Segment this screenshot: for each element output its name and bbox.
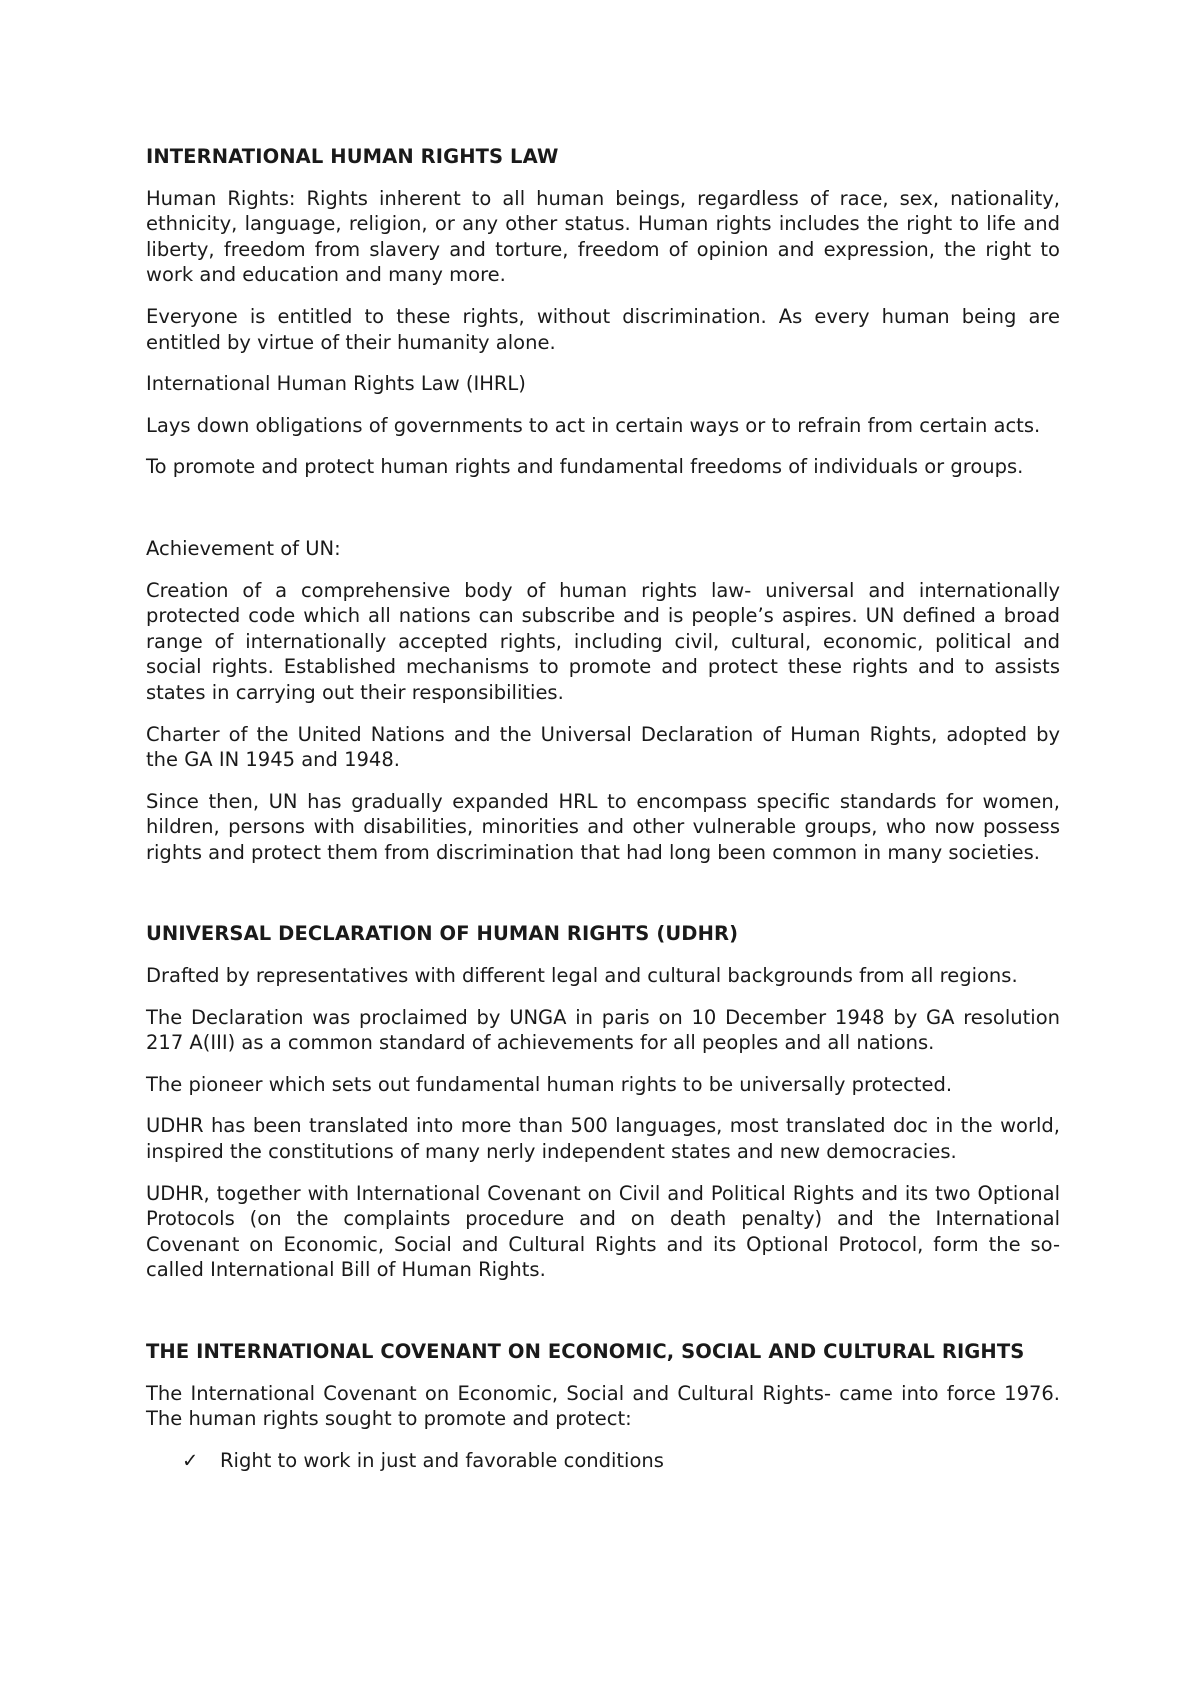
checkmark-icon: ✓	[182, 1448, 199, 1472]
paragraph-proclaimed: The Declaration was proclaimed by UNGA in paris on 10 December 1948 by GA resolution 217 A(III) as a common standard of achievements for all peoples and all nations.	[146, 1005, 1060, 1055]
list-item-text: Right to work in just and favorable conditions	[220, 1448, 664, 1472]
paragraph-pioneer: The pioneer which sets out fundamental human rights to be universally protected.	[146, 1072, 953, 1096]
paragraph-comprehensive-body: Creation of a comprehensive body of human rights law- universal and internationally protected code which all nations can subscribe and is people’s aspires. UN defined a broad range of internationally accepted rights, including civil, cultural, economic, political and social rights. Established mechanisms to promote and protect these rights and to assists states in carrying out their responsibilities.	[146, 578, 1060, 704]
paragraph-covenant-intro: The International Covenant on Economic, Social and Cultural Rights- came into force 1976. The human rights sought to promote and protect:	[146, 1381, 1060, 1431]
rights-checklist	[146, 1448, 1060, 1474]
paragraph-entitlement: Everyone is entitled to these rights, without discrimination. As every human being are entitled by virtue of their humanity alone.	[146, 304, 1060, 354]
paragraph-bill-of-rights: UDHR, together with International Covenant on Civil and Political Rights and its two Optional Protocols (on the complaints procedure and on death penalty) and the International Covenant on Economic, Social and Cultural Rights and its Optional Protocol, form the so-called International Bill of Human Rights.	[146, 1181, 1060, 1282]
blank-line	[146, 1299, 1060, 1339]
blank-line	[146, 496, 1060, 536]
paragraph-expansion: Since then, UN has gradually expanded HRL to encompass specific standards for women, hildren, persons with disabilities, minorities and other vulnerable groups, who now possess rights and protect them from discrimination that had long been common in many societies.	[146, 789, 1060, 864]
blank-line	[146, 881, 1060, 921]
paragraph-drafted: Drafted by representatives with different legal and cultural backgrounds from all regions.	[146, 964, 1018, 988]
paragraph-ihrl-title: International Human Rights Law (IHRL)	[146, 372, 526, 396]
paragraph-human-rights-definition: Human Rights: Rights inherent to all human beings, regardless of race, sex, nationality, ethnicity, language, religion, or any other status. Human rights includes the right to life and liberty, freedom from slavery and torture, freedom of opinion and expression, the right to work and education and many more.	[146, 186, 1060, 287]
paragraph-promote-protect: To promote and protect human rights and fundamental freedoms of individuals or groups.	[146, 455, 1024, 479]
document-body	[146, 144, 1060, 1489]
paragraph-charter: Charter of the United Nations and the Universal Declaration of Human Rights, adopted by the GA IN 1945 and 1948.	[146, 722, 1060, 772]
paragraph-obligations: Lays down obligations of governments to act in certain ways or to refrain from certain acts.	[146, 413, 1041, 437]
paragraph-achievement-heading: Achievement of UN:	[146, 536, 341, 560]
section-heading-udhr: UNIVERSAL DECLARATION OF HUMAN RIGHTS (UDHR)	[146, 922, 739, 946]
paragraph-translated: UDHR has been translated into more than 500 languages, most translated doc in the world, inspired the constitutions of many nerly independent states and new democracies.	[146, 1114, 1060, 1164]
section-heading-ihrl: INTERNATIONAL HUMAN RIGHTS LAW	[146, 145, 559, 168]
section-heading-icescr: THE INTERNATIONAL COVENANT ON ECONOMIC, SOCIAL AND CULTURAL RIGHTS	[146, 1340, 1025, 1363]
list-item	[182, 1448, 1060, 1474]
